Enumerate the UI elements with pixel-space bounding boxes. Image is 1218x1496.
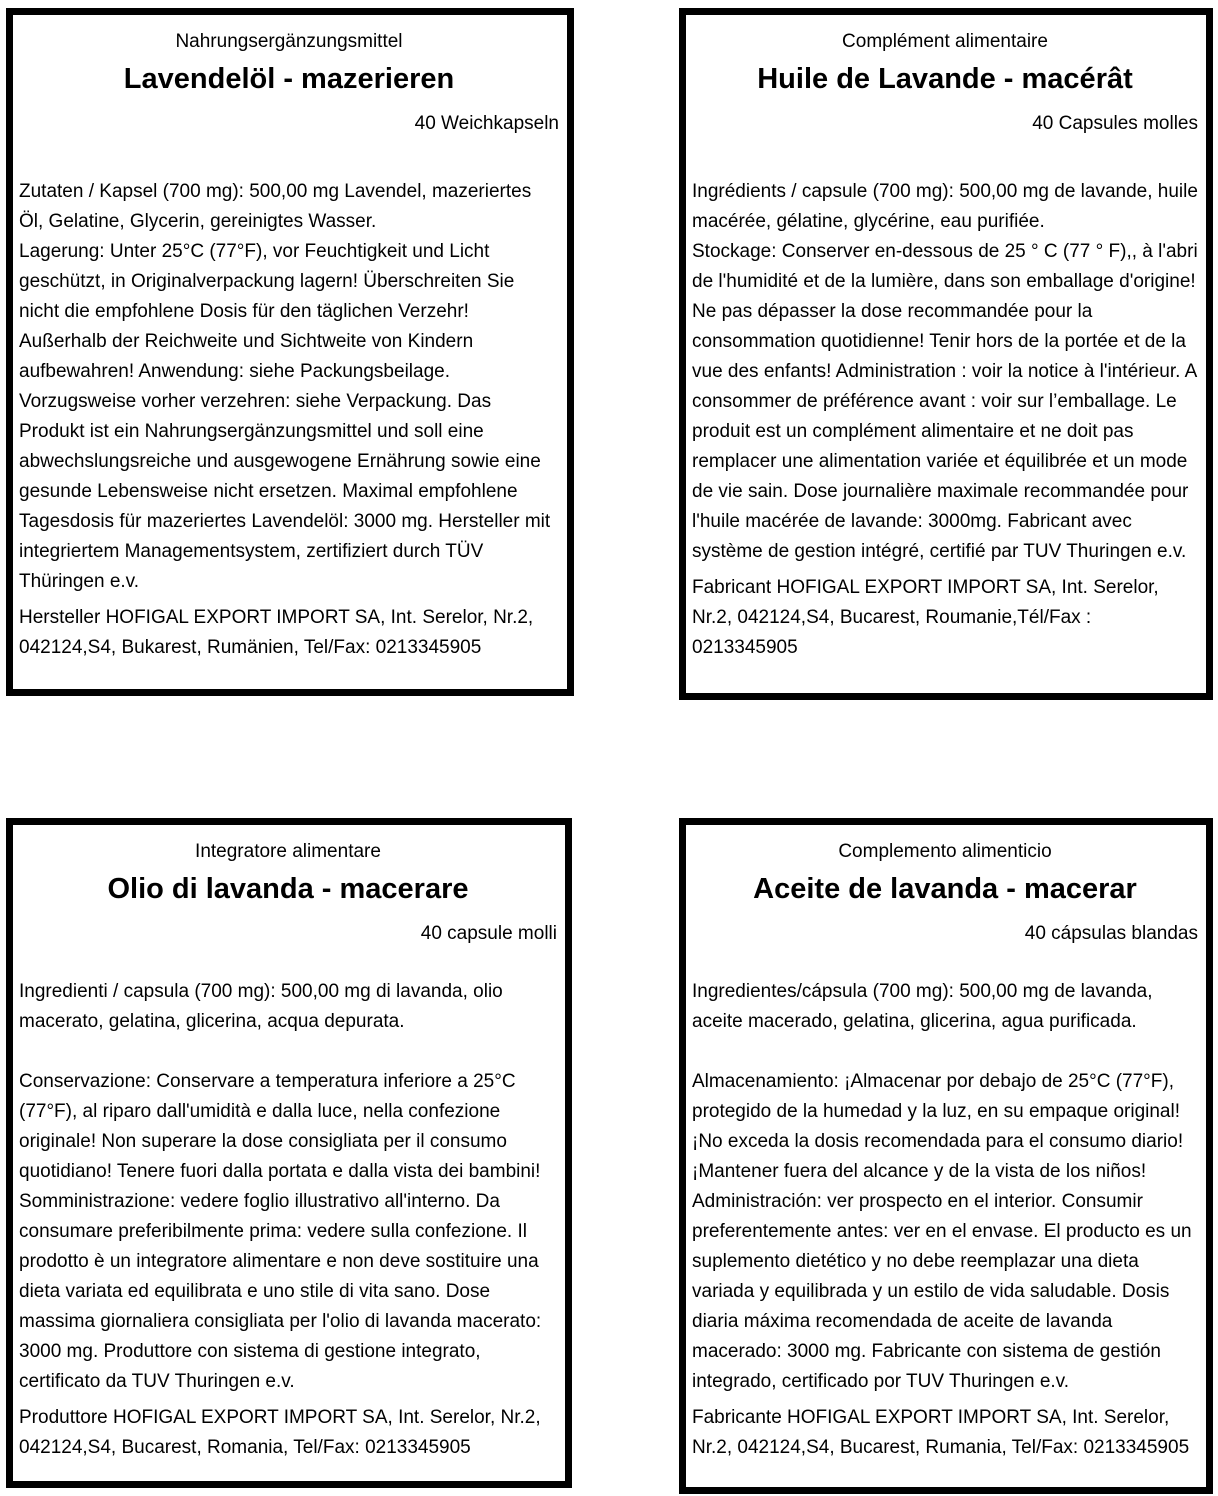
supplement-type-line: Complément alimentaire [842,31,1048,52]
label-italian [6,818,572,1488]
storage-text: Stockage: Conserver en-dessous de 25 ° C (77 ° F),, à l'abri de l'humidité et de la lumière, dans son emballage d'origine! Ne pas dépasser la dose recommandée pour la consommation quotidienne! Tenir hors de la portée et de la vue des enfants! Administration : voir la notice à l'intérieur. A consommer de préférence avant : voir sur l’emballage. Le produit est un complément alimentaire et ne doit pas remplacer une alimentation variée et équilibrée et un mode de vie sain. Dose journalière maximale recommandée pour l'huile macérée de lavande: 3000mg. Fabricant avec système de gestion intégré, certifié par TUV Thuringen e.v. [692,241,1198,562]
product-title: Huile de Lavande - macérât [757,63,1133,95]
ingredients-text: Zutaten / Kapsel (700 mg): 500,00 mg Lavendel, mazeriertes Öl, Gelatine, Glycerin, gereinigtes Wasser. [19,181,532,232]
manufacturer-text: Hersteller HOFIGAL EXPORT IMPORT SA, Int. Serelor, Nr.2, 042124,S4, Bukarest, Rumänien, Tel/Fax: 0213345905 [19,607,534,658]
label-spanish [679,818,1213,1494]
storage-text: Conservazione: Conservare a temperatura inferiore a 25°C (77°F), al riparo dall'umidità e dalla luce, nella confezione originale! Non superare la dose consigliata per il consumo quotidiano! Tenere fuori dalla portata e dalla vista dei bambini! Somministrazione: vedere foglio illustrativo all'interno. Da consumare preferibilmente prima: vedere sulla confezione. Il prodotto è un integratore alimentare e non deve sostituire una dieta variata ed equilibrata e uno stile di vita sano. Dose massima giornaliera consigliata per l'olio di lavanda macerato: 3000 mg. Produttore con sistema di gestione integrato, certificato da TUV Thuringen e.v. [19,1071,542,1392]
product-title: Olio di lavanda - macerare [107,873,469,905]
manufacturer-text: Fabricante HOFIGAL EXPORT IMPORT SA, Int. Serelor, Nr.2, 042124,S4, Bucarest, Rumania, Tel/Fax: 0213345905 [692,1407,1190,1458]
storage-text: Lagerung: Unter 25°C (77°F), vor Feuchtigkeit und Licht geschützt, in Originalverpackung lagern! Überschreiten Sie nicht die empfohlene Dosis für den täglichen Verzehr! Außerhalb der Reichweite und Sichtweite von Kindern aufbewahren! Anwendung: siehe Packungsbeilage. Vorzugsweise vorher verzehren: siehe Verpackung. Das Produkt ist ein Nahrungsergänzungsmittel und soll eine abwechslungsreiche und ausgewogene Ernährung sowie eine gesunde Lebensweise nicht ersetzen. Maximal empfohlene Tagesdosis für mazeriertes Lavendelöl: 3000 mg. Hersteller mit integriertem Managementsystem, zertifiziert durch TÜV Thüringen e.v. [19,241,551,592]
capsule-count: 40 cápsulas blandas [1024,923,1198,944]
product-title: Aceite de lavanda - macerar [753,873,1137,905]
label-body [692,977,1198,1397]
label-body [692,177,1198,567]
label-body [19,977,557,1397]
supplement-type-line: Nahrungsergänzungsmittel [175,31,403,52]
ingredients-text: Ingredientes/cápsula (700 mg): 500,00 mg de lavanda, aceite macerado, gelatina, glicerina, agua purificada. [692,981,1153,1032]
label-german [6,8,574,696]
label-body [19,177,559,597]
storage-text: Almacenamiento: ¡Almacenar por debajo de 25°C (77°F), protegido de la humedad y la luz, en su empaque original! ¡No exceda la dosis recomendada para el consumo diario! ¡Mantener fuera del alcance y de la vista de los niños! Administración: ver prospecto en el interior. Consumir preferentemente antes: ver en el envase. El producto es un suplemento dietético y no debe reemplazar una dieta variada y equilibrada y un estilo de vida saludable. Dosis diaria máxima recomendada de aceite de lavanda macerado: 3000 mg. Fabricante con sistema de gestión integrado, certificado por TUV Thuringen e.v. [692,1071,1192,1392]
manufacturer-text: Produttore HOFIGAL EXPORT IMPORT SA, Int. Serelor, Nr.2, 042124,S4, Bucarest, Romania, Tel/Fax: 0213345905 [19,1407,541,1458]
capsule-count: 40 Capsules molles [1032,113,1198,134]
supplement-type-line: Integratore alimentare [195,841,381,862]
ingredients-text: Ingredienti / capsula (700 mg): 500,00 mg di lavanda, olio macerato, gelatina, glicerina, acqua depurata. [19,981,503,1032]
product-title: Lavendelöl - mazerieren [123,63,455,95]
manufacturer-text: Fabricant HOFIGAL EXPORT IMPORT SA, Int. Serelor, Nr.2, 042124,S4, Bucarest, Roumanie,Tél/Fax : 0213345905 [692,577,1159,658]
label-french [679,8,1213,700]
ingredients-text: Ingrédients / capsule (700 mg): 500,00 mg de lavande, huile macérée, gélatine, glycérine, eau purifiée. [692,181,1198,232]
supplement-type-line: Complemento alimenticio [838,841,1052,862]
capsule-count: 40 capsule molli [420,923,557,944]
capsule-count: 40 Weichkapseln [414,113,559,134]
